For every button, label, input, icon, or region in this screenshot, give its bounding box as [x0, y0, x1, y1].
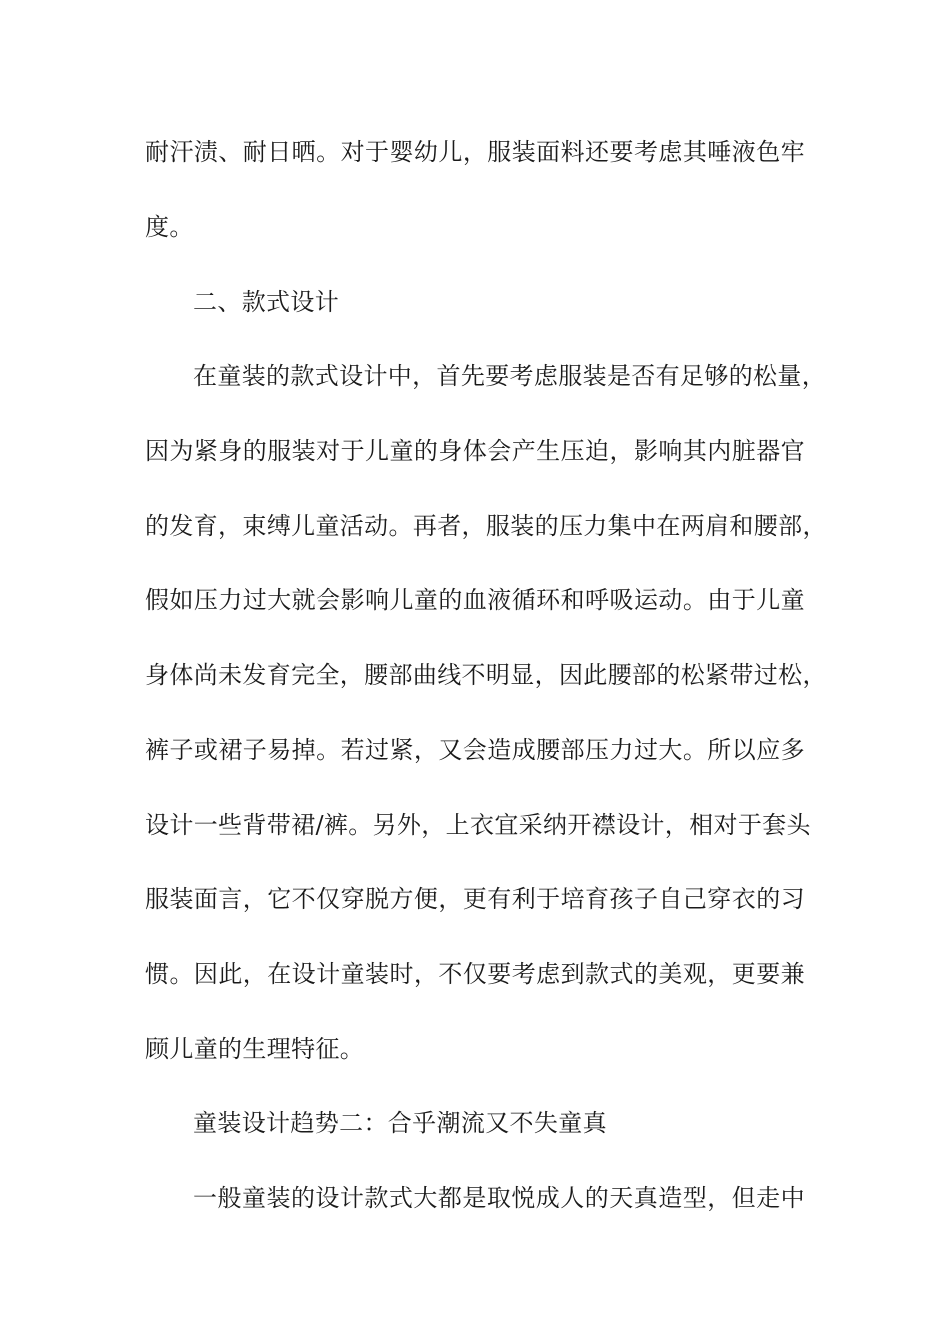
paragraph-line-2: 因为紧身的服装对于儿童的身体会产生压迫，影响其内脏器官: [145, 437, 805, 465]
paragraph-line-4: 假如压力过大就会影响儿童的血液循环和呼吸运动。由于儿童: [145, 586, 805, 614]
paragraph-line-9: 惯。因此，在设计童装时，不仅要考虑到款式的美观，更要兼: [145, 960, 805, 988]
paragraph-line-8: 服装面言，它不仅穿脱方便，更有利于培育孩子自己穿衣的习: [145, 885, 805, 913]
section-heading: 二、款式设计: [193, 288, 340, 316]
text-line-1: 耐汗渍、耐日晒。对于婴幼儿，服装面料还要考虑其唾液色牢: [145, 138, 805, 166]
paragraph-line-7: 设计一些背带裙/裤。另外，上衣宜采纳开襟设计，相对于套头: [145, 811, 811, 839]
paragraph-line-11: 一般童装的设计款式大都是取悦成人的天真造型，但走中: [193, 1184, 805, 1212]
paragraph-line-10: 顾儿童的生理特征。: [145, 1035, 365, 1063]
paragraph-line-5: 身体尚未发育完全，腰部曲线不明显，因此腰部的松紧带过松，: [145, 661, 827, 689]
paragraph-line-3: 的发育，束缚儿童活动。再者，服装的压力集中在两肩和腰部，: [145, 512, 827, 540]
paragraph-line-6: 裤子或裙子易掉。若过紧，又会造成腰部压力过大。所以应多: [145, 736, 805, 764]
text-line-2: 度。: [145, 213, 194, 241]
paragraph-line-1: 在童装的款式设计中，首先要考虑服装是否有足够的松量，: [193, 362, 827, 390]
subsection-heading: 童装设计趋势二：合乎潮流又不失童真: [193, 1109, 607, 1137]
